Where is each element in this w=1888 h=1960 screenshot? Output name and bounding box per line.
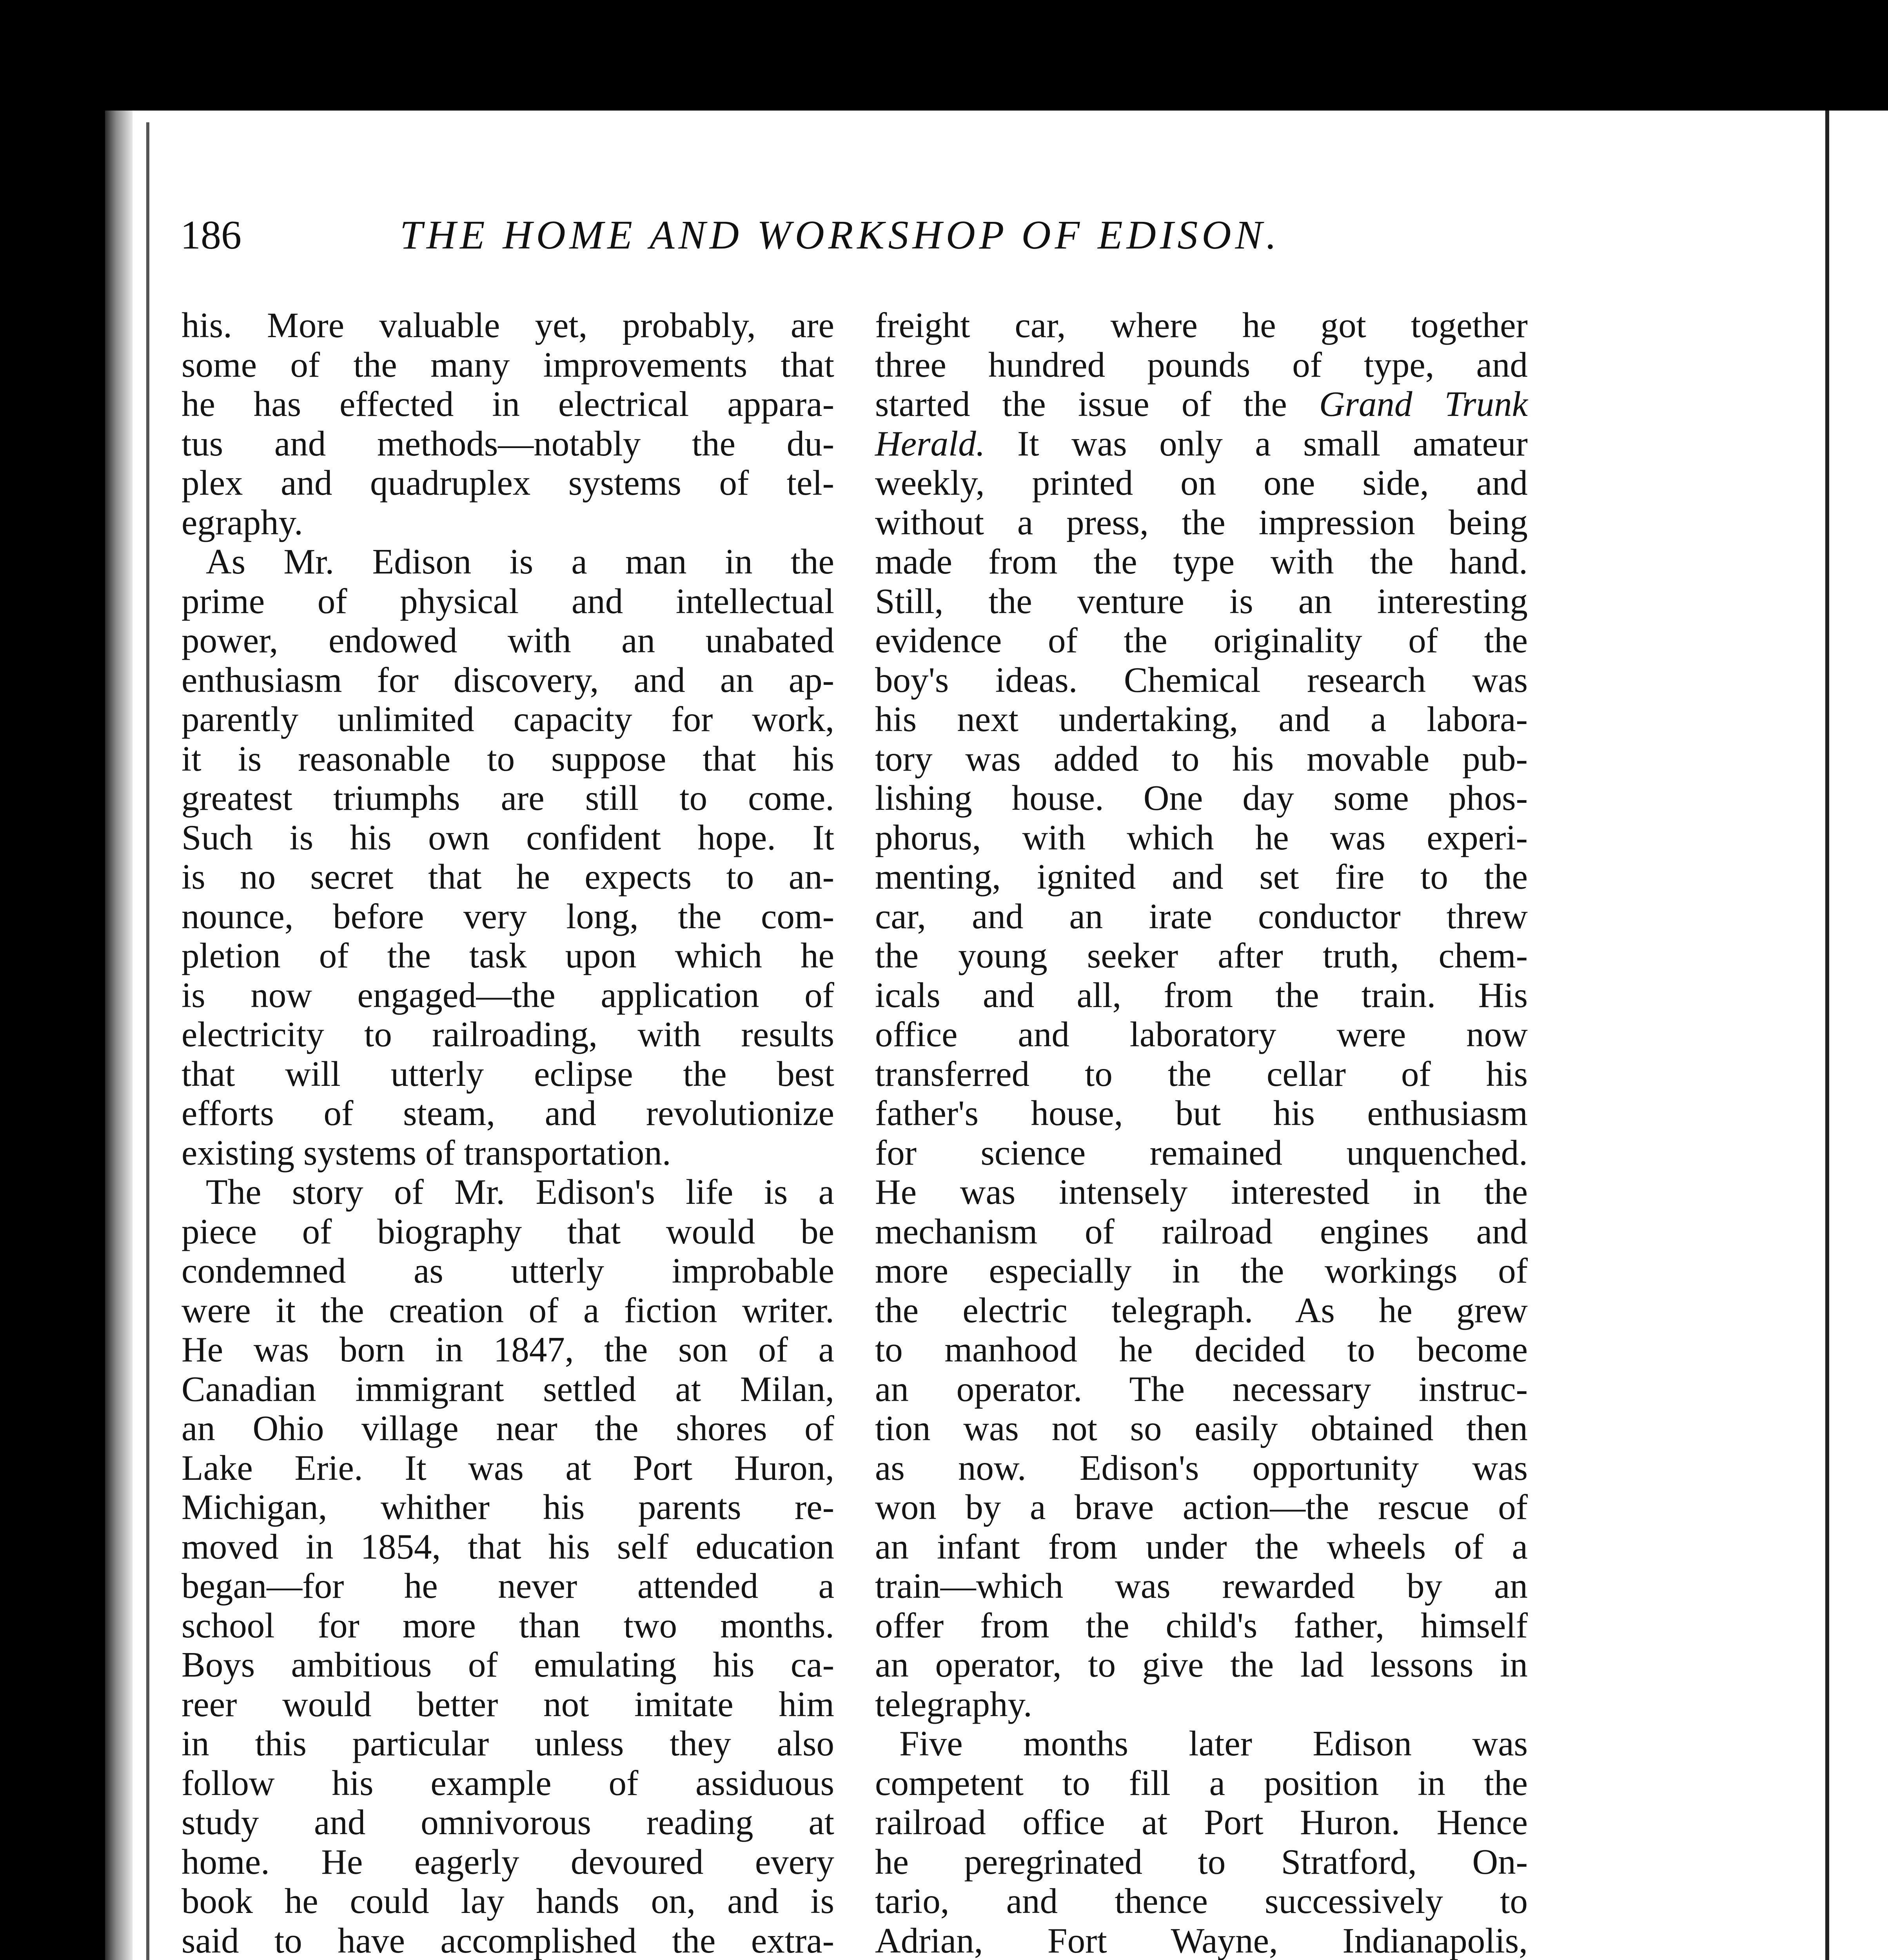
line-text: his. More valuable yet, probably, are — [182, 305, 834, 345]
text-line — [875, 1094, 1528, 1133]
line-text: prime of physical and intellectual — [182, 581, 834, 621]
line-text: an infant from under the wheels of a — [875, 1526, 1528, 1566]
line-text: started the issue of the — [875, 384, 1319, 424]
line-text: offer from the child's father, himself — [875, 1605, 1528, 1645]
line-text: Such is his own confident hope. It — [182, 817, 834, 857]
line-text: were it the creation of a fiction writer. — [182, 1290, 834, 1330]
running-title: THE HOME AND WORKSHOP OF EDISON. — [400, 212, 1280, 258]
line-text: plex and quadruplex systems of tel- — [182, 463, 834, 503]
line-text: parently unlimited capacity for work, — [182, 699, 834, 739]
line-text: telegraphy. — [875, 1684, 1032, 1724]
text-line — [182, 582, 834, 621]
line-text: for science remained unquenched. — [875, 1132, 1528, 1172]
running-head — [180, 204, 1474, 263]
text-line — [875, 582, 1528, 621]
line-text: power, endowed with an unabated — [182, 621, 834, 660]
binding-line — [146, 122, 149, 1960]
text-line — [875, 739, 1528, 779]
text-line — [875, 936, 1528, 976]
text-line — [875, 1606, 1528, 1646]
text-line — [182, 1291, 834, 1330]
text-line — [182, 739, 834, 779]
text-line — [875, 1921, 1528, 1960]
line-text: study and omnivorous reading at — [182, 1802, 834, 1842]
line-text: Five months later Edison was — [899, 1724, 1528, 1763]
line-text: lishing house. One day some phos- — [875, 778, 1528, 818]
text-line — [875, 542, 1528, 582]
line-text: menting, ignited and set fire to the — [875, 857, 1528, 897]
line-text: tario, and thence successively to — [875, 1881, 1528, 1921]
text-line — [875, 621, 1528, 661]
line-text: is now engaged—the application of — [182, 975, 834, 1015]
text-line — [182, 1645, 834, 1685]
italic-title-text: Grand Trunk — [1319, 384, 1528, 424]
page-number: 186 — [180, 212, 241, 258]
line-text: without a press, the impression being — [875, 502, 1528, 542]
text-line — [875, 700, 1528, 739]
line-text: nounce, before very long, the com- — [182, 896, 834, 936]
text-line — [182, 1685, 834, 1724]
text-line — [182, 779, 834, 818]
text-line — [875, 1291, 1528, 1330]
line-text: began—for he never attended a — [182, 1566, 834, 1606]
line-text: He was intensely interested in the — [875, 1172, 1528, 1212]
text-line — [875, 424, 1528, 464]
line-text: book he could lay hands on, and is — [182, 1881, 834, 1921]
text-line — [182, 1409, 834, 1448]
text-line — [875, 1212, 1528, 1252]
line-text: that will utterly eclipse the best — [182, 1054, 834, 1094]
text-line — [875, 463, 1528, 503]
line-text: piece of biography that would be — [182, 1211, 834, 1251]
text-line — [875, 1370, 1528, 1409]
line-text: freight car, where he got together — [875, 305, 1528, 345]
line-text: existing systems of transportation. — [182, 1132, 671, 1172]
line-text: follow his example of assiduous — [182, 1763, 834, 1803]
text-line — [182, 1842, 834, 1882]
left-text-column — [182, 306, 834, 1960]
line-text: Adrian, Fort Wayne, Indianapolis, — [875, 1920, 1528, 1960]
text-line — [182, 1251, 834, 1291]
text-line — [875, 306, 1528, 345]
line-text: As Mr. Edison is a man in the — [206, 542, 834, 581]
text-line — [875, 1566, 1528, 1606]
text-line — [182, 1882, 834, 1921]
text-line — [875, 1882, 1528, 1921]
line-text: made from the type with the hand. — [875, 542, 1528, 581]
right-text-column — [875, 306, 1528, 1960]
line-text: tus and methods—notably the du- — [182, 423, 834, 463]
text-line — [875, 1842, 1528, 1882]
line-text: The story of Mr. Edison's life is a — [206, 1172, 834, 1212]
line-text: an operator, to give the lad lessons in — [875, 1645, 1528, 1684]
line-text: He was born in 1847, the son of a — [182, 1330, 834, 1369]
text-line — [182, 1370, 834, 1409]
text-line — [875, 779, 1528, 818]
line-text: his next undertaking, and a labora- — [875, 699, 1528, 739]
line-text: as now. Edison's opportunity was — [875, 1448, 1528, 1488]
text-line — [875, 1527, 1528, 1567]
line-text: egraphy. — [182, 502, 303, 542]
line-text: enthusiasm for discovery, and an ap- — [182, 660, 834, 700]
text-line — [182, 503, 834, 543]
text-line — [182, 661, 834, 700]
text-line — [875, 1645, 1528, 1685]
text-line — [182, 857, 834, 897]
line-text: office and laboratory were now — [875, 1014, 1528, 1054]
line-text: train—which was rewarded by an — [875, 1566, 1528, 1606]
text-line — [182, 1015, 834, 1054]
text-line — [182, 897, 834, 936]
text-line — [182, 1803, 834, 1842]
line-text: efforts of steam, and revolutionize — [182, 1093, 834, 1133]
italic-title-text: Herald. — [875, 423, 985, 463]
text-line — [875, 1133, 1528, 1173]
text-line — [182, 1724, 834, 1764]
line-text: electricity to railroading, with results — [182, 1014, 834, 1054]
text-line — [875, 1724, 1528, 1764]
line-text: he has effected in electrical appara- — [182, 384, 834, 424]
text-line — [875, 503, 1528, 543]
line-text: said to have accomplished the extra- — [182, 1920, 834, 1960]
text-line — [182, 936, 834, 976]
text-line — [182, 1921, 834, 1960]
text-line — [182, 1094, 834, 1133]
text-line — [875, 1448, 1528, 1488]
text-line — [182, 1488, 834, 1527]
line-text: an Ohio village near the shores of — [182, 1408, 834, 1448]
line-text: it is reasonable to suppose that his — [182, 739, 834, 779]
text-line — [182, 542, 834, 582]
facing-page-edge — [1825, 111, 1888, 1960]
line-text: Canadian immigrant settled at Milan, — [182, 1369, 834, 1409]
line-text: transferred to the cellar of his — [875, 1054, 1528, 1094]
line-text: Michigan, whither his parents re- — [182, 1487, 834, 1527]
line-text: phorus, with which he was experi- — [875, 817, 1528, 857]
line-text: pletion of the task upon which he — [182, 936, 834, 975]
text-line — [182, 345, 834, 385]
line-text: father's house, but his enthusiasm — [875, 1093, 1528, 1133]
text-line — [182, 818, 834, 858]
text-line — [182, 1133, 834, 1173]
text-line — [182, 424, 834, 464]
text-line — [182, 976, 834, 1015]
line-text: Boys ambitious of emulating his ca- — [182, 1645, 834, 1684]
line-text: he peregrinated to Stratford, On- — [875, 1842, 1528, 1882]
text-line — [875, 1330, 1528, 1370]
line-text: boy's ideas. Chemical research was — [875, 660, 1528, 700]
text-line — [182, 1330, 834, 1370]
text-line — [182, 1527, 834, 1567]
line-text: railroad office at Port Huron. Hence — [875, 1802, 1528, 1842]
text-line — [182, 1606, 834, 1646]
line-text: moved in 1854, that his self education — [182, 1526, 834, 1566]
text-line — [875, 818, 1528, 858]
text-line — [182, 1764, 834, 1803]
text-line — [182, 700, 834, 739]
line-text: the electric telegraph. As he grew — [875, 1290, 1528, 1330]
text-line — [875, 661, 1528, 700]
text-line — [182, 1172, 834, 1212]
line-text: some of the many improvements that — [182, 345, 834, 385]
text-line — [182, 463, 834, 503]
text-line — [182, 306, 834, 345]
text-line — [875, 1764, 1528, 1803]
line-text: an operator. The necessary instruc- — [875, 1369, 1528, 1409]
text-line — [182, 1054, 834, 1094]
line-text: school for more than two months. — [182, 1605, 834, 1645]
text-line — [875, 345, 1528, 385]
line-text: three hundred pounds of type, and — [875, 345, 1528, 385]
text-line — [875, 385, 1528, 424]
text-line — [875, 1172, 1528, 1212]
line-text: more especially in the workings of — [875, 1251, 1528, 1290]
text-line — [182, 621, 834, 661]
line-text: icals and all, from the train. His — [875, 975, 1528, 1015]
text-line — [182, 1212, 834, 1252]
line-text: Still, the venture is an interesting — [875, 581, 1528, 621]
line-text: condemned as utterly improbable — [182, 1251, 834, 1290]
text-line — [182, 1448, 834, 1488]
text-line — [875, 1803, 1528, 1842]
line-text: tory was added to his movable pub- — [875, 739, 1528, 779]
text-line — [182, 385, 834, 424]
line-text: Lake Erie. It was at Port Huron, — [182, 1448, 834, 1488]
text-line — [875, 857, 1528, 897]
line-text: home. He eagerly devoured every — [182, 1842, 834, 1882]
text-line — [875, 1054, 1528, 1094]
line-text: in this particular unless they also — [182, 1724, 834, 1763]
text-line — [875, 897, 1528, 936]
line-text: car, and an irate conductor threw — [875, 896, 1528, 936]
line-text: evidence of the originality of the — [875, 621, 1528, 660]
text-line — [875, 1685, 1528, 1724]
line-text: mechanism of railroad engines and — [875, 1211, 1528, 1251]
page-gutter-shadow — [105, 111, 133, 1960]
line-text: the young seeker after truth, chem- — [875, 936, 1528, 975]
line-text: competent to fill a position in the — [875, 1763, 1528, 1803]
line-text: to manhood he decided to become — [875, 1330, 1528, 1369]
line-text: It was only a small amateur — [985, 423, 1528, 463]
line-text: weekly, printed on one side, and — [875, 463, 1528, 503]
line-text: reer would better not imitate him — [182, 1684, 834, 1724]
line-text: won by a brave action—the rescue of — [875, 1487, 1528, 1527]
text-line — [875, 1015, 1528, 1054]
text-line — [875, 1251, 1528, 1291]
line-text: is no secret that he expects to an- — [182, 857, 834, 897]
line-text: tion was not so easily obtained then — [875, 1408, 1528, 1448]
text-line — [875, 976, 1528, 1015]
text-line — [182, 1566, 834, 1606]
line-text: greatest triumphs are still to come. — [182, 778, 834, 818]
text-line — [875, 1409, 1528, 1448]
text-line — [875, 1488, 1528, 1527]
